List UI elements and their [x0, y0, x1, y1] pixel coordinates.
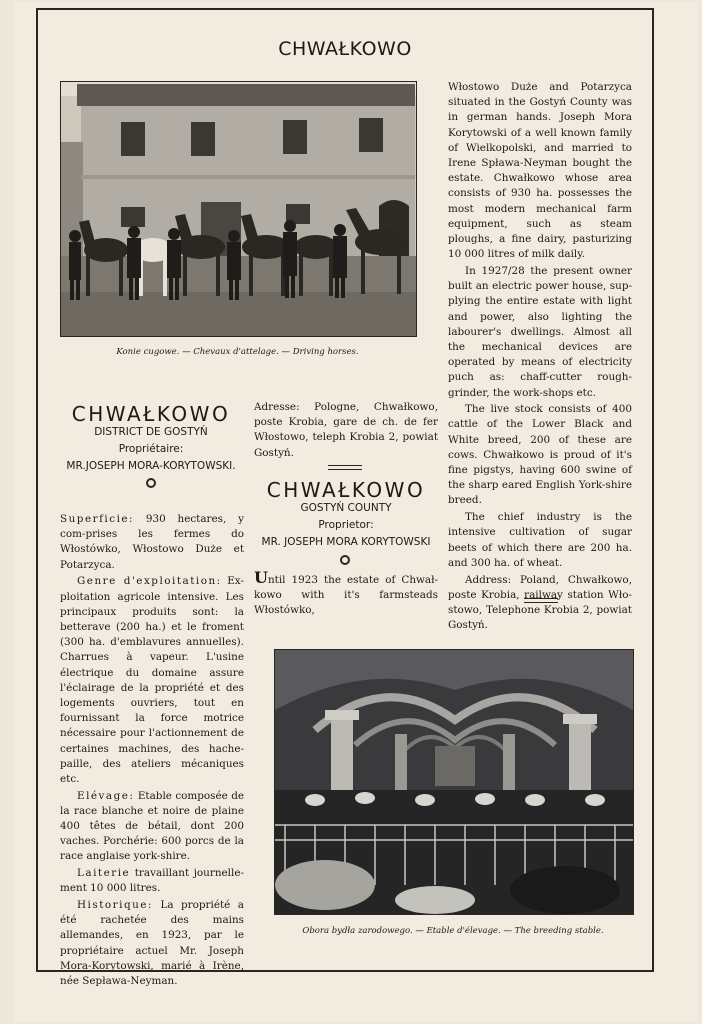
english-county: GOSTYŃ COUNTY [300, 502, 392, 514]
french-paragraph: Genre d'exploitation: Ex-ploitation agricole intensive. Les principaux produits sont: la betterave (200 ha.) et le froment (300 ha. d'emblavures annuelles). Charrues à vapeur. L'usine électrique du domaine assure l'éclairage de la propriété et des logements ouvriers, tout en fournissant la force motrice nécessaire pour l'actionnement de certaines machines, des hache-paille, des ateliers mécaniques etc. [60, 575, 244, 785]
middle-address-block [254, 400, 438, 462]
english-paragraph: In 1927/28 the present owner built an electric power house, sup-plying the entire estate with light and power, also lighting the labourer's dwellings. Almost all the mechanical devices are operated by means of electricity puch as: chaff-cutter rough-grinder, the work-shops etc. [448, 264, 632, 399]
french-district: DISTRICT DE GOSTYŃ [94, 426, 208, 438]
english-intro: Until 1923 the estate of Chwał-kowo with it's farmsteads Włostówko, [254, 568, 438, 617]
english-paragraph: The live stock consists of 400 cattle of the Lower Black and White breed, 200 of these are cows. Chwałkowo is proud of it's fine pigstys, having 600 swine of the sharp eared English York-shire breed. [448, 403, 632, 507]
french-paragraph: Historique: La propriété a été rachetée des mains allemandes, en 1923, par le propriétaire actuel Mr. Joseph Mora-Korytowski, marié à Irène, née Sepławа-Neyman. [60, 899, 244, 988]
ornament-icon [146, 478, 156, 488]
horses-photo-caption: Konie cugowe. — Chevaux d'attelage. — Driving horses. [116, 347, 359, 357]
english-paragraph: The chief industry is the intensive cultivation of sugar beets of which there are 200 ha. and 300 ha. of wheat. [448, 511, 632, 569]
french-paragraph: Laiterie travaillant journelle-ment 10 000 litres. [60, 867, 244, 895]
french-owner-label: Propriétaire: [118, 443, 184, 455]
english-paragraph: Włostowo Duże and Potarzyca situated in the Gostyń County was in german hands. Joseph Mora Korytowski of a well known family of Wielkopolski, and married to Irene Spława-Neyman bought the estate. Chwałkowo whose area consists of 930 ha. possesses the most modern mechanical farm equipment, such as steam ploughs, a fine dairy, pasturizing 10 000 litres of milk daily. [448, 81, 632, 261]
page-title: CHWAŁKOWO [278, 38, 412, 60]
photo-driving-horses [60, 81, 417, 337]
french-text-column [60, 512, 244, 991]
french-address: Adresse: Pologne, Chwałkowo, poste Krobia, gare de ch. de fer Włostowo, teleph Krobia 2, powiat Gostyń. [254, 401, 438, 459]
english-proprietor-label: Proprietor: [318, 519, 374, 531]
french-paragraph: Superficie: 930 hectares, y com-prises les fermes do Włostówko, Włostowo Duże et Potarzyca. [60, 513, 244, 571]
section-divider [524, 598, 558, 603]
french-heading: CHWAŁKOWO [71, 402, 231, 426]
english-text-column [448, 80, 632, 635]
photo-breeding-stable [274, 649, 634, 915]
english-paragraph: Address: Poland, Chwałkowo, poste Krobia, railway station Wło-stowo, Telephone Krobia 2, powiat Gostyń. [448, 573, 632, 632]
english-heading: CHWAŁKOWO [266, 478, 426, 502]
section-divider [328, 465, 362, 470]
horses-photo-illustration [61, 82, 416, 336]
french-owner-name: MR.JOSEPH MORA-KORYTOWSKI. [66, 460, 236, 472]
stable-photo-caption: Obora bydła zarodowego. — Etable d'élevage. — The breeding stable. [302, 926, 604, 936]
english-proprietor-name: MR. JOSEPH MORA KORYTOWSKI [261, 536, 431, 548]
french-paragraph: Elévage: Etable composée de la race blanche et noire de plaine 400 têtes de bétail, dont 200 vaches. Porchérie: 600 porcs de la race anglaise york-shire. [60, 789, 244, 863]
stable-photo-illustration [275, 650, 633, 914]
ornament-icon [340, 555, 350, 565]
